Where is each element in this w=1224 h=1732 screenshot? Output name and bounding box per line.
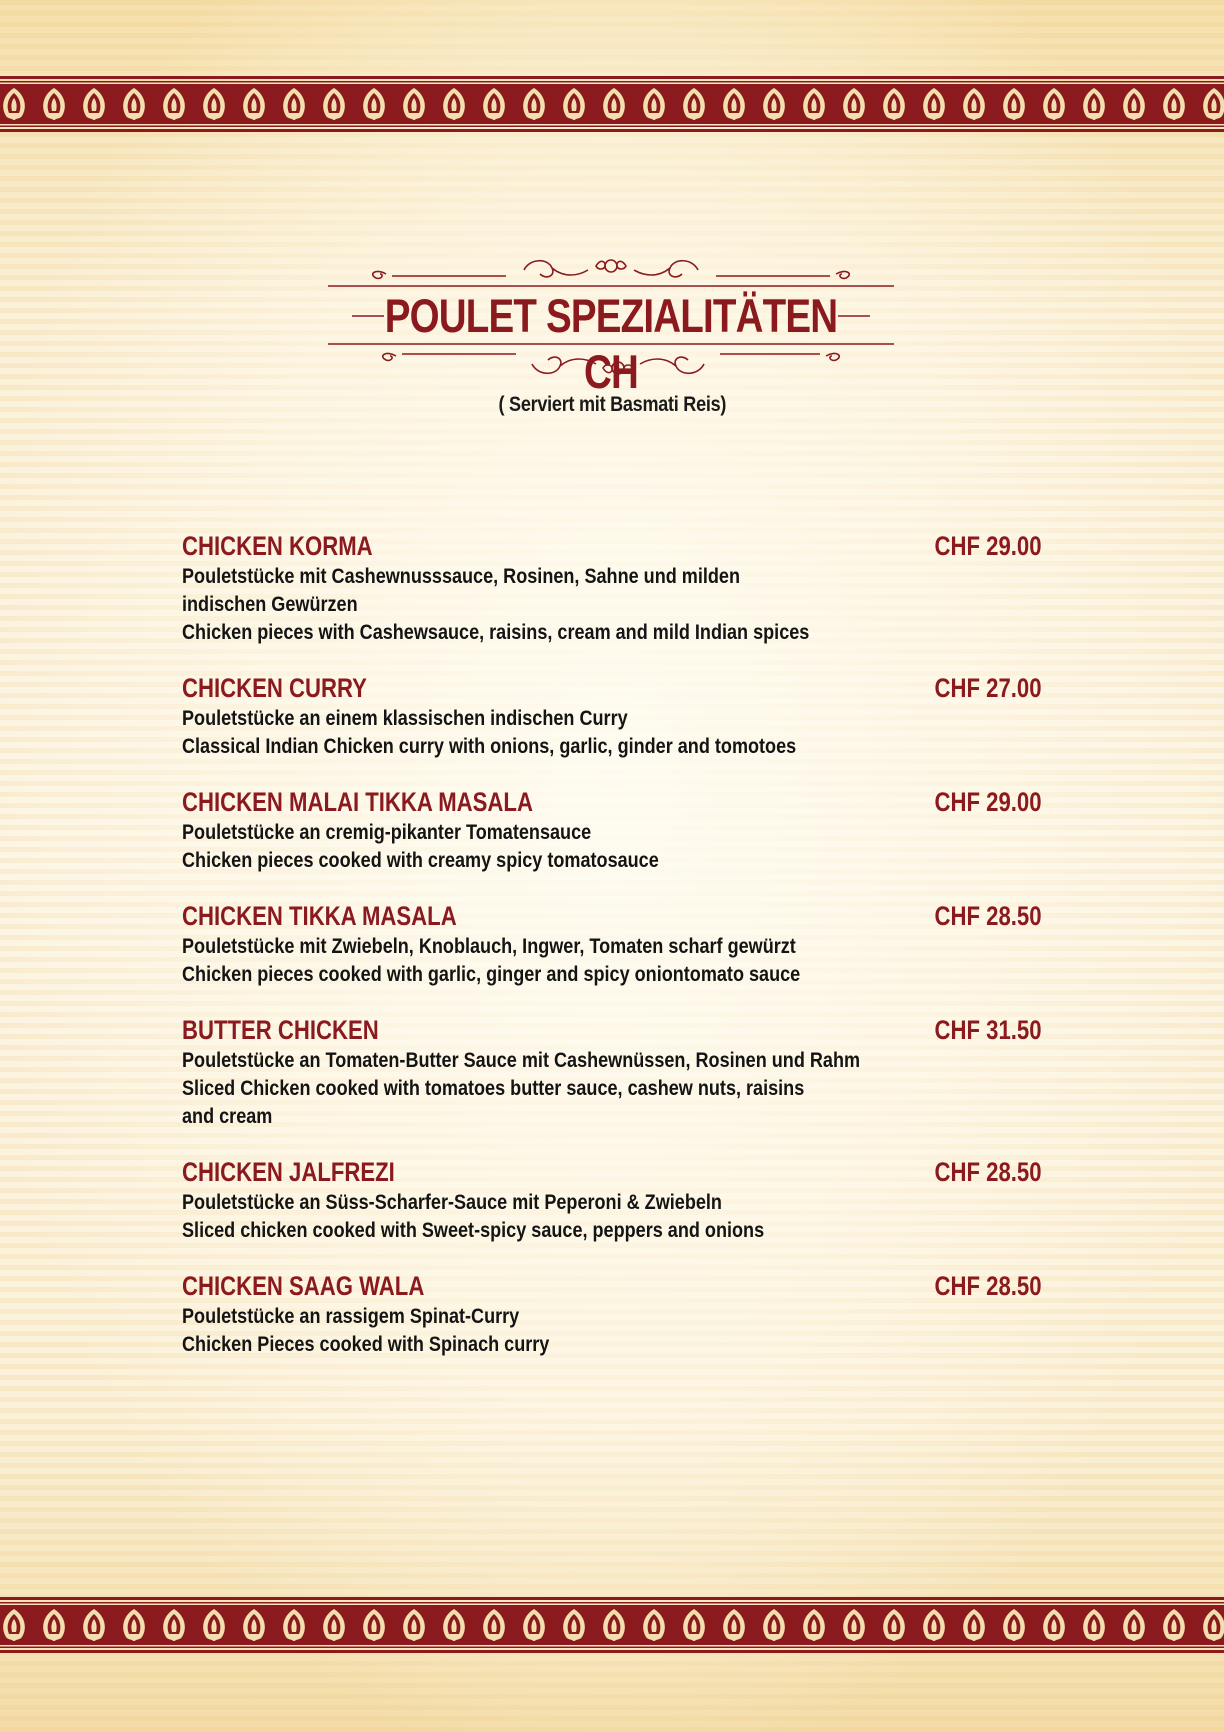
menu-item-price: CHF 29.00 [934, 787, 1042, 817]
page-title: POULET SPEZIALITÄTEN CH [384, 289, 838, 398]
menu-item-description-de: Pouletstücke an cremig-pikanter Tomatensauce [182, 820, 592, 844]
menu-item-name: CHICKEN SAAG WALA [182, 1271, 425, 1301]
menu-item [182, 672, 1042, 760]
menu-item-price: CHF 28.50 [934, 1157, 1042, 1187]
top-floral-border [0, 76, 1224, 132]
title-block [326, 248, 896, 398]
menu-item-name: CHICKEN JALFREZI [182, 1157, 395, 1187]
menu-list [182, 530, 1042, 1384]
menu-item-description-en: Chicken pieces cooked with creamy spicy tomatosauce [182, 848, 659, 872]
menu-item-price: CHF 28.50 [934, 1271, 1042, 1301]
menu-item [182, 1156, 1042, 1244]
menu-item [182, 1014, 1042, 1130]
menu-item-price: CHF 29.00 [934, 531, 1042, 561]
menu-item [182, 530, 1042, 646]
subtitle-text: ( Serviert mit Basmati Reis) [498, 393, 726, 416]
menu-item-price: CHF 28.50 [934, 901, 1042, 931]
menu-item [182, 900, 1042, 988]
menu-item-description-en: Chicken pieces cooked with garlic, ginger and spicy oniontomato sauce [182, 962, 801, 986]
menu-item-description-en: Classical Indian Chicken curry with onions, garlic, ginder and tomotoes [182, 734, 797, 758]
page-subtitle [0, 393, 1224, 417]
menu-item-description-de: Pouletstücke mit Zwiebeln, Knoblauch, Ingwer, Tomaten scharf gewürzt [182, 934, 796, 958]
menu-item-description-de: indischen Gewürzen [182, 592, 358, 616]
floral-border-icon [0, 1597, 1224, 1653]
menu-item-description-de: Pouletstücke an rassigem Spinat-Curry [182, 1304, 520, 1328]
menu-item-description-en: Chicken Pieces cooked with Spinach curry [182, 1332, 550, 1356]
menu-item-description-en: Chicken pieces with Cashewsauce, raisins, cream and mild Indian spices [182, 620, 810, 644]
menu-item-description-de: Pouletstücke an Tomaten-Butter Sauce mit Cashewnüssen, Rosinen und Rahm [182, 1048, 861, 1072]
menu-item-price: CHF 27.00 [934, 673, 1042, 703]
menu-item [182, 786, 1042, 874]
bottom-floral-border [0, 1597, 1224, 1653]
menu-item-name: BUTTER CHICKEN [182, 1015, 379, 1045]
menu-item-description-en: Sliced Chicken cooked with tomatoes butter sauce, cashew nuts, raisins [182, 1076, 805, 1100]
menu-item-description-de: Pouletstücke an einem klassischen indischen Curry [182, 706, 628, 730]
menu-item-description-en: Sliced chicken cooked with Sweet-spicy sauce, peppers and onions [182, 1218, 765, 1242]
menu-item-name: CHICKEN TIKKA MASALA [182, 901, 457, 931]
menu-item [182, 1270, 1042, 1358]
menu-item-price: CHF 31.50 [934, 1015, 1042, 1045]
floral-border-icon [0, 76, 1224, 132]
menu-item-description-en: and cream [182, 1104, 273, 1128]
menu-item-name: CHICKEN KORMA [182, 531, 373, 561]
menu-item-description-de: Pouletstücke mit Cashewnusssauce, Rosinen, Sahne und milden [182, 564, 740, 588]
menu-item-name: CHICKEN CURRY [182, 673, 367, 703]
menu-item-description-de: Pouletstücke an Süss-Scharfer-Sauce mit Peperoni & Zwiebeln [182, 1190, 722, 1214]
menu-item-name: CHICKEN MALAI TIKKA MASALA [182, 787, 533, 817]
